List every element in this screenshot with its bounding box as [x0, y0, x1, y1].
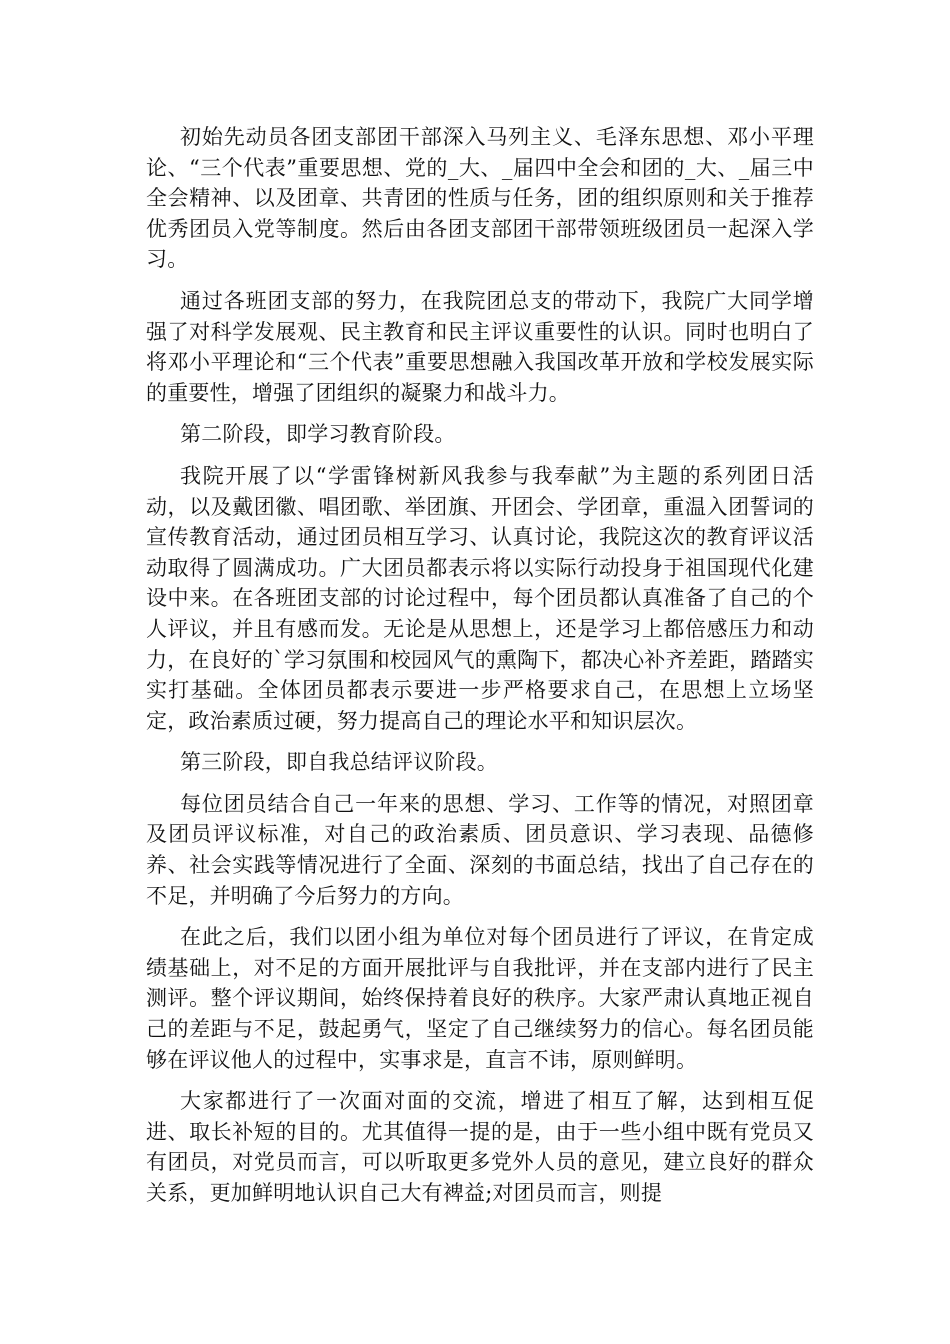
paragraph-exchange: 大家都进行了一次面对面的交流，增进了相互了解，达到相互促进、取长补短的目的。尤其值得一提的是，由于一些小组中既有党员又有团员，对党员而言，可以听取更多党外人员的意见，建立良好的群众关系，更加鲜明地认识自己大有裨益;对团员而言，则提	[146, 1089, 814, 1205]
document-body	[146, 122, 814, 1220]
paragraph-results: 通过各班团支部的努力，在我院团总支的带动下，我院广大同学增强了对科学发展观、民主教育和民主评议重要性的认识。同时也明白了将邓小平理论和“三个代表”重要思想融入我国改革开放和学校发展实际的重要性，增强了团组织的凝聚力和战斗力。	[146, 288, 814, 405]
paragraph-stage-three-heading: 第三阶段，即自我总结评议阶段。	[180, 750, 498, 775]
paragraph-stage-two-activities: 我院开展了以“学雷锋树新风我参与我奉献”为主题的系列团日活动，以及戴团徽、唱团歌、举团旗、开团会、学团章，重温入团誓词的宣传教育活动，通过团员相互学习、认真讨论，我院这次的教育评议活动取得了圆满成功。广大团员都表示将以实际行动投身于祖国现代化建设中来。在各班团支部的讨论过程中，每个团员都认真准备了自己的个人评议，并且有感而发。无论是从思想上，还是学习上都倍感压力和动力，在良好的`学习氛围和校园风气的熏陶下，都决心补齐差距，踏踏实实打基础。全体团员都表示要进一步严格要求自己，在思想上立场坚定，政治素质过硬，努力提高自己的理论水平和知识层次。	[146, 463, 814, 733]
paragraph-stage-two-heading: 第二阶段，即学习教育阶段。	[180, 422, 456, 447]
paragraph-group-evaluation: 在此之后，我们以团小组为单位对每个团员进行了评议，在肯定成绩基础上，对不足的方面开展批评与自我批评，并在支部内进行了民主测评。整个评议期间，始终保持着良好的秩序。大家严肃认真地正视自己的差距与不足，鼓起勇气，坚定了自己继续努力的信心。每名团员能够在评议他人的过程中，实事求是，直言不讳，原则鲜明。	[146, 925, 814, 1072]
paragraph-mobilization: 初始先动员各团支部团干部深入马列主义、毛泽东思想、邓小平理论、“三个代表”重要思想、党的_大、_届四中全会和团的_大、_届三中全会精神、以及团章、共青团的性质与任务，团的组织原则和关于推荐优秀团员入党等制度。然后由各团支部团干部带领班级团员一起深入学习。	[146, 125, 814, 272]
paragraph-self-summary: 每位团员结合自己一年来的思想、学习、工作等的情况，对照团章及团员评议标准，对自己的政治素质、团员意识、学习表现、品德修养、社会实践等情况进行了全面、深刻的书面总结，找出了自己存在的不足，并明确了今后努力的方向。	[146, 791, 814, 908]
